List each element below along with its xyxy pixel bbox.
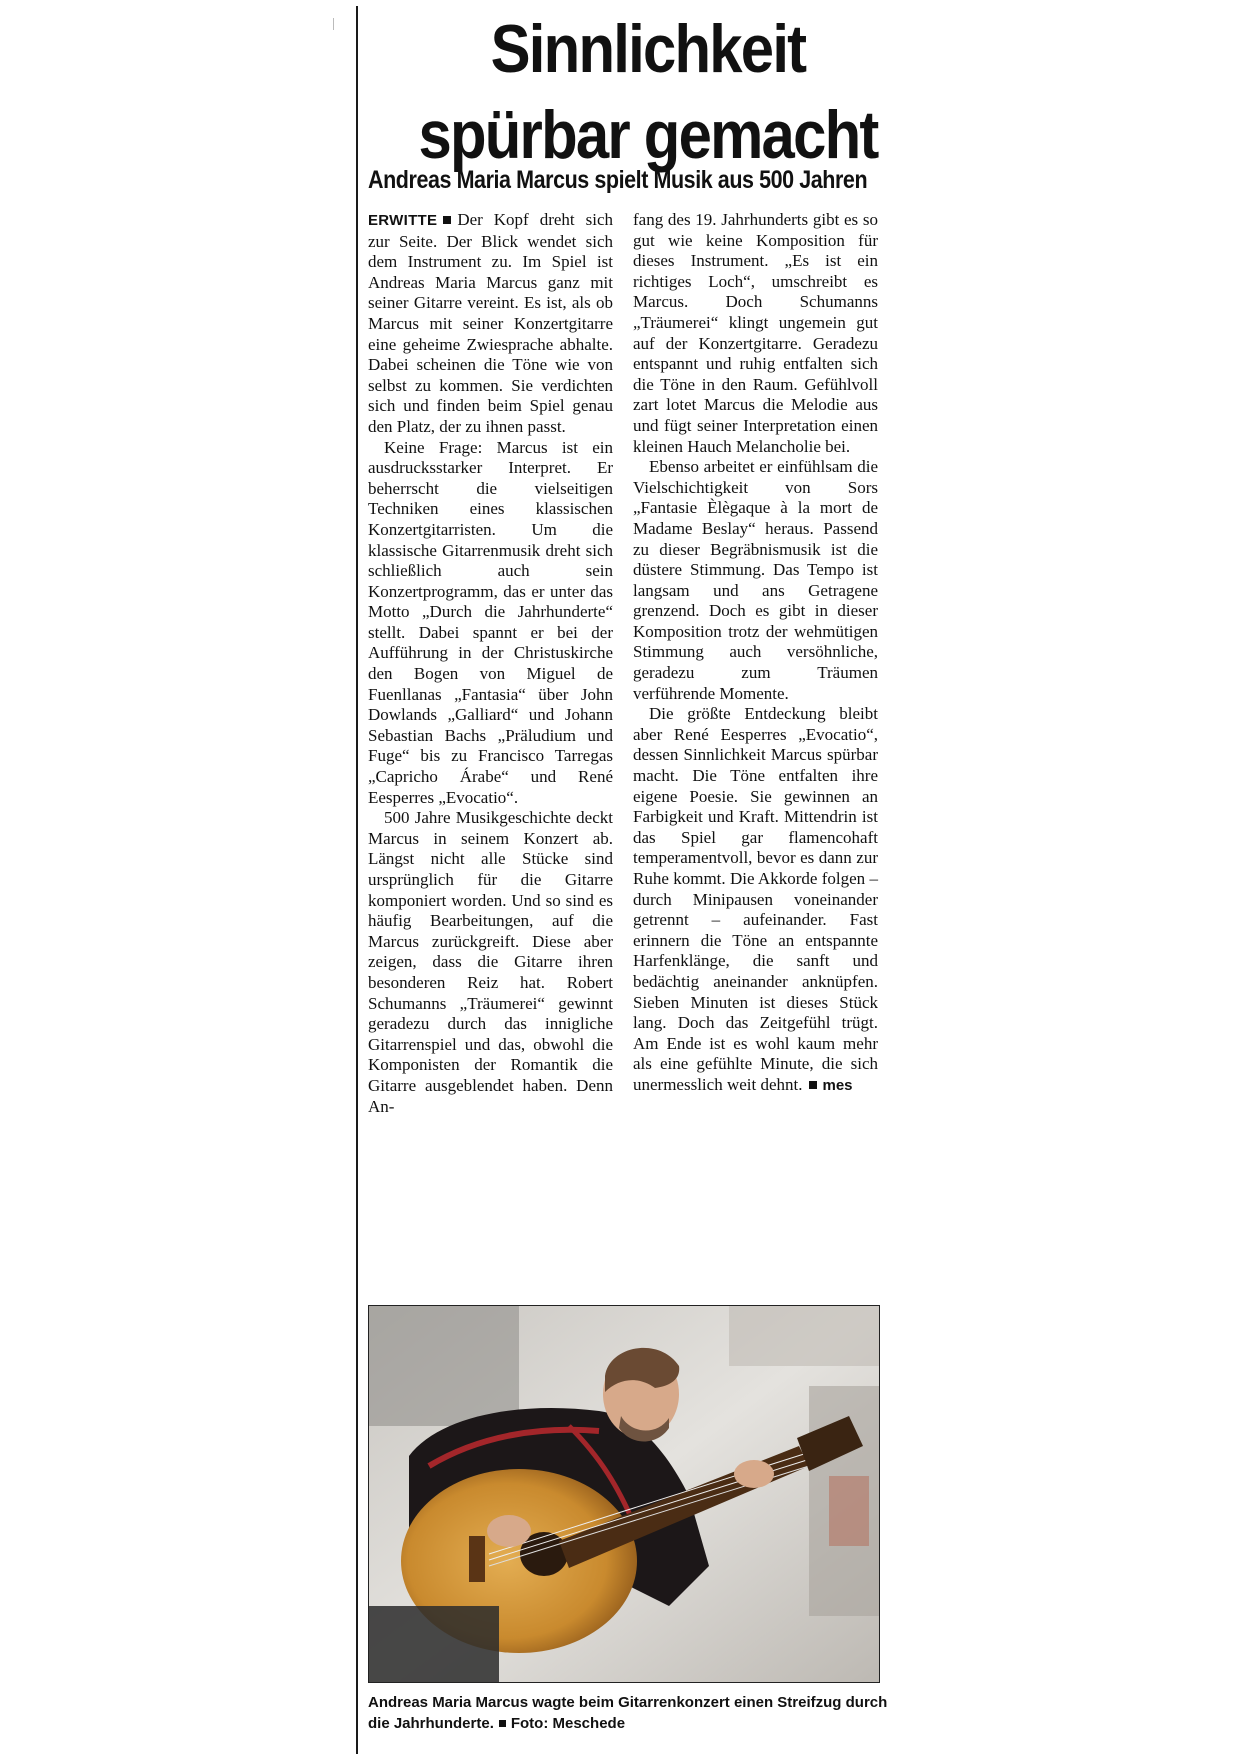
paragraph-text: Die größte Entdeckung bleibt aber René Eesperres „Evocatio“, dessen Sinnlichkeit Marcus spürbar macht. Die Töne entfalten ihre eigene Poesie. Sie gewinnen an Farbigkeit und Kraft. Mittendrin ist das Spiel gar flamencohaft temperamentvoll, bevor es dann zur Ruhe kommt. Die Akkorde folgen – durch Minipausen voneinander getrennt – aufeinander. Fast erinnern die Töne an entspannte Harfenklänge, die sanft und bedächtig aneinander anknüpfen. Sieben Minuten ist dieses Stück lang. Doch das Zeitgefühl trügt. Am Ende ist es wohl kaum mehr als eine gefühlte Minute, die sich unermesslich weit dehnt. [633,704,878,1094]
subheadline: Andreas Maria Marcus spielt Musik aus 500 Jahren [368,166,868,194]
credit-square-icon [499,1720,506,1727]
article-column-2 [633,210,878,1097]
paragraph: Ebenso arbeitet er einfühlsam die Vielschichtigkeit von Sors „Fantasie Èlègaque à la mort de Madame Beslay“ heraus. Passend zu dieser Begräbnismusik ist die düstere Stimmung. Das Tempo ist langsam und ans Getragene grenzend. Doch es gibt in dieser Komposition trotz der wehmütigen Stimmung auch versöhnliche, geradezu zum Träumen verführende Momente. [633,457,878,703]
photo-credit: Foto: Meschede [510,1715,626,1732]
dateline-square-icon [443,216,451,224]
headline-line-2: spürbar gemacht [418,97,878,173]
author-initials: mes [822,1076,853,1094]
paragraph [368,210,613,438]
caption-text: Andreas Maria Marcus wagte beim Gitarrenkonzert einen Streifzug durch die Jahrhunderte. [368,1694,888,1732]
crop-mark [333,18,334,30]
end-square-icon [809,1081,817,1089]
guitarist-photo-illustration [369,1306,879,1682]
headline-line-1: Sinnlichkeit [490,11,806,87]
paragraph-text: Der Kopf dreht sich zur Seite. Der Blick wendet sich dem Instrument zu. Im Spiel ist Andreas Maria Marcus ganz mit seiner Gitarre vereint. Es ist, als ob Marcus mit seiner Konzertgitarre eine geheime Zwiesprache abhalte. Dabei scheinen die Töne wie von selbst zu kommen. Sie verdichten sich und finden beim Spiel genau den Platz, der zu ihnen passt. [368,210,613,436]
paragraph: fang des 19. Jahrhunderts gibt es so gut wie keine Komposition für dieses Instrument. „Es ist ein richtiges Loch“, umschreibt es Marcus. Doch Schumanns „Träumerei“ klingt ungemein gut auf der Konzertgitarre. Geradezu entspannt und ruhig entfalten sich die Töne in den Raum. Gefühlvoll zart lotet Marcus die Melodie aus und fügt seiner Interpretation einen kleinen Hauch Melancholie bei. [633,210,878,456]
headline [402,6,895,178]
paragraph: 500 Jahre Musikgeschichte deckt Marcus in seinem Konzert ab. Längst nicht alle Stücke sind ursprünglich für die Gitarre komponiert worden. Und so sind es häufig Bearbeitungen, auf die Marcus zurückgreift. Diese aber zeigen, dass die Gitarre ihren besonderen Reiz hat. Robert Schumanns „Träumerei“ gewinnt geradezu durch das innigliche Gitarrenspiel und das, obwohl die Komponisten der Romantik die Gitarre ausgeblendet haben. Denn An- [368,808,613,1116]
article-column-1 [368,210,613,1117]
column-rule [356,6,358,1754]
dateline: ERWITTE [368,212,438,229]
paragraph: Keine Frage: Marcus ist ein ausdrucksstarker Interpret. Er beherrscht die vielseitigen Techniken eines klassischen Konzertgitarristen. Um die klassische Gitarrenmusik dreht sich schließlich auch sein Konzertprogramm, das er unter das Motto „Durch die Jahrhunderte“ stellt. Dabei spannt er bei der Aufführung in der Christuskirche den Bogen von Miguel de Fuenllanas „Fantasia“ über John Dowlands „Galliard“ und Johann Sebastian Bachs „Präludium und Fuge“ bis zu Francisco Tarregas „Capricho Árabe“ und René Eesperres „Evocatio“. [368,437,613,807]
photo-caption [368,1692,888,1734]
paragraph [633,704,878,1096]
article-photo [368,1305,880,1683]
